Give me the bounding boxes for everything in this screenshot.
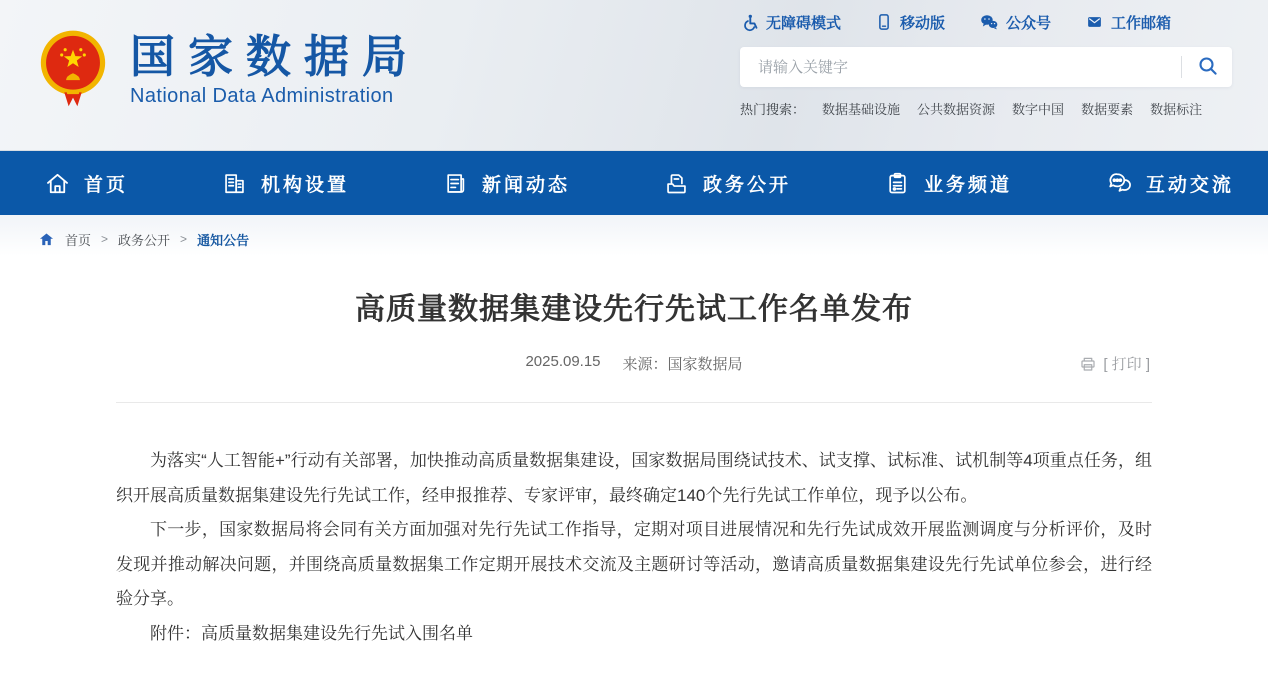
utility-label: 工作邮箱 (1111, 14, 1172, 32)
search-input[interactable] (756, 58, 1173, 77)
nav-label: 新闻动态 (481, 174, 570, 196)
clipboard-icon (884, 170, 911, 197)
nav-item-interaction[interactable] (1105, 169, 1234, 197)
search-divider (1181, 56, 1182, 78)
utility-label: 公众号 (1006, 14, 1052, 32)
article-divider (116, 402, 1152, 403)
site-brand[interactable] (130, 32, 420, 108)
news-icon (442, 170, 469, 197)
nav-label: 业务频道 (923, 174, 1012, 196)
article-meta (116, 353, 1152, 375)
article-date: 2025.09.15 (525, 353, 601, 370)
home-icon (44, 170, 71, 197)
work-email-link[interactable] (1085, 12, 1171, 33)
hot-search-term[interactable]: 数据要素 (1081, 102, 1134, 117)
accessibility-mode-link[interactable] (740, 12, 841, 33)
national-emblem-icon (38, 28, 108, 108)
building-icon (221, 170, 248, 197)
nav-item-news[interactable] (442, 170, 570, 197)
article-source: 来源：国家数据局 (622, 356, 743, 373)
nav-label: 互动交流 (1145, 174, 1234, 196)
mobile-icon (875, 13, 893, 31)
nav-item-gov-affairs[interactable] (663, 170, 791, 197)
search-box (740, 47, 1232, 87)
nav-item-organization[interactable] (221, 170, 349, 197)
hot-search-bar (740, 99, 1232, 118)
search-button[interactable] (1196, 54, 1220, 81)
breadcrumb-item-home[interactable]: 首页 (65, 232, 92, 248)
site-title-en: National Data Administration (130, 84, 394, 107)
print-label: [ 打印 ] (1103, 356, 1150, 373)
search-icon (1196, 54, 1220, 81)
article-body (116, 444, 1152, 652)
hot-search-term[interactable]: 数据标注 (1150, 102, 1203, 117)
wechat-icon (979, 13, 999, 31)
wechat-account-link[interactable] (979, 12, 1051, 33)
site-title: 国家数据局 (130, 31, 421, 82)
utility-label: 移动版 (900, 14, 946, 32)
breadcrumb-home-icon (38, 231, 55, 248)
header-right (740, 10, 1232, 118)
nav-item-business[interactable] (884, 170, 1012, 197)
breadcrumb-separator: > (180, 232, 188, 246)
mail-icon (1085, 13, 1104, 31)
site-header (0, 0, 1268, 151)
hot-search-term[interactable]: 数字中国 (1012, 102, 1065, 117)
breadcrumb (0, 215, 1268, 263)
utility-bar (740, 10, 1232, 34)
hot-search-term[interactable]: 数据基础设施 (822, 102, 901, 117)
breadcrumb-item-notices[interactable]: 通知公告 (197, 232, 250, 248)
article (116, 263, 1152, 652)
nav-label: 机构设置 (260, 174, 349, 196)
article-paragraph: 下一步，国家数据局将会同有关方面加强对先行先试工作指导，定期对项目进展情况和先行先试成效开展监测调度与分析评价，及时发现并推动解决问题，并围绕高质量数据集工作定期开展技术交流及主题研讨等活动，邀请高质量数据集建设先行先试单位参会，进行经验分享。 (116, 520, 1152, 609)
utility-label: 无障碍模式 (766, 14, 842, 32)
article-title: 高质量数据集建设先行先试工作名单发布 (355, 293, 913, 326)
breadcrumb-item-gov-affairs[interactable]: 政务公开 (118, 232, 171, 248)
printer-icon (1079, 355, 1097, 373)
article-paragraph-attachment: 附件：高质量数据集建设先行先试入围名单 (150, 623, 473, 643)
folder-icon (663, 170, 690, 197)
hot-search-label: 热门搜索： (740, 102, 806, 117)
nav-label: 首页 (84, 174, 129, 196)
main-nav (0, 151, 1268, 215)
breadcrumb-separator: > (101, 232, 109, 246)
article-paragraph: 为落实“人工智能+”行动有关部署，加快推动高质量数据集建设，国家数据局围绕试技术、试支撑、试标准、试机制等4项重点任务，组织开展高质量数据集建设先行先试工作，经申报推荐、专家评审，最终确定140个先行先试工作单位，现予以公布。 (116, 451, 1152, 505)
chat-icon (1105, 169, 1133, 197)
accessibility-icon (740, 13, 759, 32)
print-button[interactable] (1079, 353, 1150, 374)
mobile-version-link[interactable] (875, 12, 945, 33)
nav-item-home[interactable] (44, 170, 128, 197)
hot-search-term[interactable]: 公共数据资源 (917, 102, 996, 117)
nav-label: 政务公开 (702, 174, 791, 196)
